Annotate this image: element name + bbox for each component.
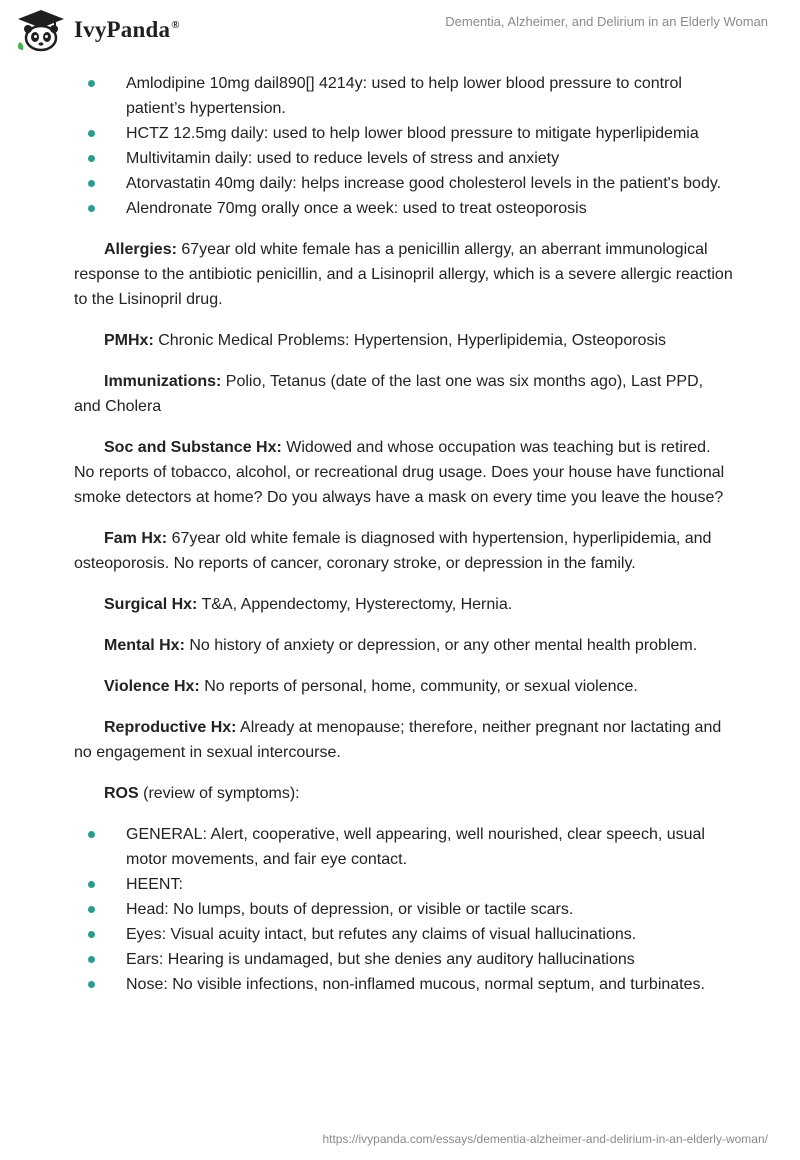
list-item: GENERAL: Alert, cooperative, well appearing, well nourished, clear speech, usual motor movements, and fair eye contact. bbox=[74, 822, 734, 872]
bullet-icon bbox=[88, 155, 95, 162]
list-item: Nose: No visible infections, non-inflamed mucous, normal septum, and turbinates. bbox=[74, 972, 734, 997]
ivypanda-logo[interactable] bbox=[14, 8, 180, 52]
bullet-icon bbox=[88, 906, 95, 913]
reproductive-hx-paragraph: Reproductive Hx: Already at menopause; therefore, neither pregnant nor lactating and no engagement in sexual intercourse. bbox=[74, 719, 722, 761]
essay-content bbox=[74, 71, 734, 997]
panda-graduate-icon bbox=[14, 8, 68, 52]
bullet-icon bbox=[88, 180, 95, 187]
logo-wordmark: IvyPanda® bbox=[74, 17, 180, 42]
ros-list bbox=[74, 822, 734, 997]
list-item: Eyes: Visual acuity intact, but refutes any claims of visual hallucinations. bbox=[74, 922, 734, 947]
fam-hx-paragraph: Fam Hx: 67year old white female is diagnosed with hypertension, hyperlipidemia, and osteoporosis. No reports of cancer, coronary stroke, or depression in the family. bbox=[74, 530, 712, 572]
list-item: Alendronate 70mg orally once a week: used to treat osteoporosis bbox=[74, 196, 734, 221]
bullet-icon bbox=[88, 205, 95, 212]
ros-paragraph: ROS (review of symptoms): bbox=[104, 785, 300, 802]
immunizations-paragraph: Immunizations: Polio, Tetanus (date of the last one was six months ago), Last PPD, and Cholera bbox=[74, 373, 704, 415]
list-item: Atorvastatin 40mg daily: helps increase good cholesterol levels in the patient's body. bbox=[74, 171, 734, 196]
mental-hx-paragraph: Mental Hx: No history of anxiety or depression, or any other mental health problem. bbox=[104, 637, 698, 654]
list-item: Amlodipine 10mg dail890[] 4214y: used to help lower blood pressure to control patient’s hypertension. bbox=[74, 71, 734, 121]
bullet-icon bbox=[88, 931, 95, 938]
bullet-icon bbox=[88, 831, 95, 838]
violence-hx-paragraph: Violence Hx: No reports of personal, home, community, or sexual violence. bbox=[104, 678, 638, 695]
list-item: HCTZ 12.5mg daily: used to help lower blood pressure to mitigate hyperlipidemia bbox=[74, 121, 734, 146]
medication-list bbox=[74, 71, 734, 221]
bullet-icon bbox=[88, 80, 95, 87]
document-title: Dementia, Alzheimer, and Delirium in an Elderly Woman bbox=[445, 14, 768, 29]
source-url[interactable]: https://ivypanda.com/essays/dementia-alzheimer-and-delirium-in-an-elderly-woman/ bbox=[322, 1132, 768, 1146]
bullet-icon bbox=[88, 130, 95, 137]
list-item: Ears: Hearing is undamaged, but she denies any auditory hallucinations bbox=[74, 947, 734, 972]
bullet-icon bbox=[88, 981, 95, 988]
pmhx-paragraph: PMHx: Chronic Medical Problems: Hypertension, Hyperlipidemia, Osteoporosis bbox=[104, 332, 666, 349]
bullet-icon bbox=[88, 956, 95, 963]
page-header bbox=[0, 0, 800, 60]
surgical-hx-paragraph: Surgical Hx: T&A, Appendectomy, Hysterectomy, Hernia. bbox=[104, 596, 513, 613]
bullet-icon bbox=[88, 881, 95, 888]
allergies-paragraph: Allergies: 67year old white female has a penicillin allergy, an aberrant immunological response to the antibiotic penicillin, and a Lisinopril allergy, which is a severe allergic reaction to the Lisinopril drug. bbox=[74, 241, 733, 308]
soc-substance-paragraph: Soc and Substance Hx: Widowed and whose occupation was teaching but is retired. No reports of tobacco, alcohol, or recreational drug usage. Does your house have functional smoke detectors at home? Do you always have a mask on every time you leave the house? bbox=[74, 439, 725, 506]
list-item: Multivitamin daily: used to reduce levels of stress and anxiety bbox=[74, 146, 734, 171]
list-item: HEENT: bbox=[74, 872, 734, 897]
list-item: Head: No lumps, bouts of depression, or visible or tactile scars. bbox=[74, 897, 734, 922]
